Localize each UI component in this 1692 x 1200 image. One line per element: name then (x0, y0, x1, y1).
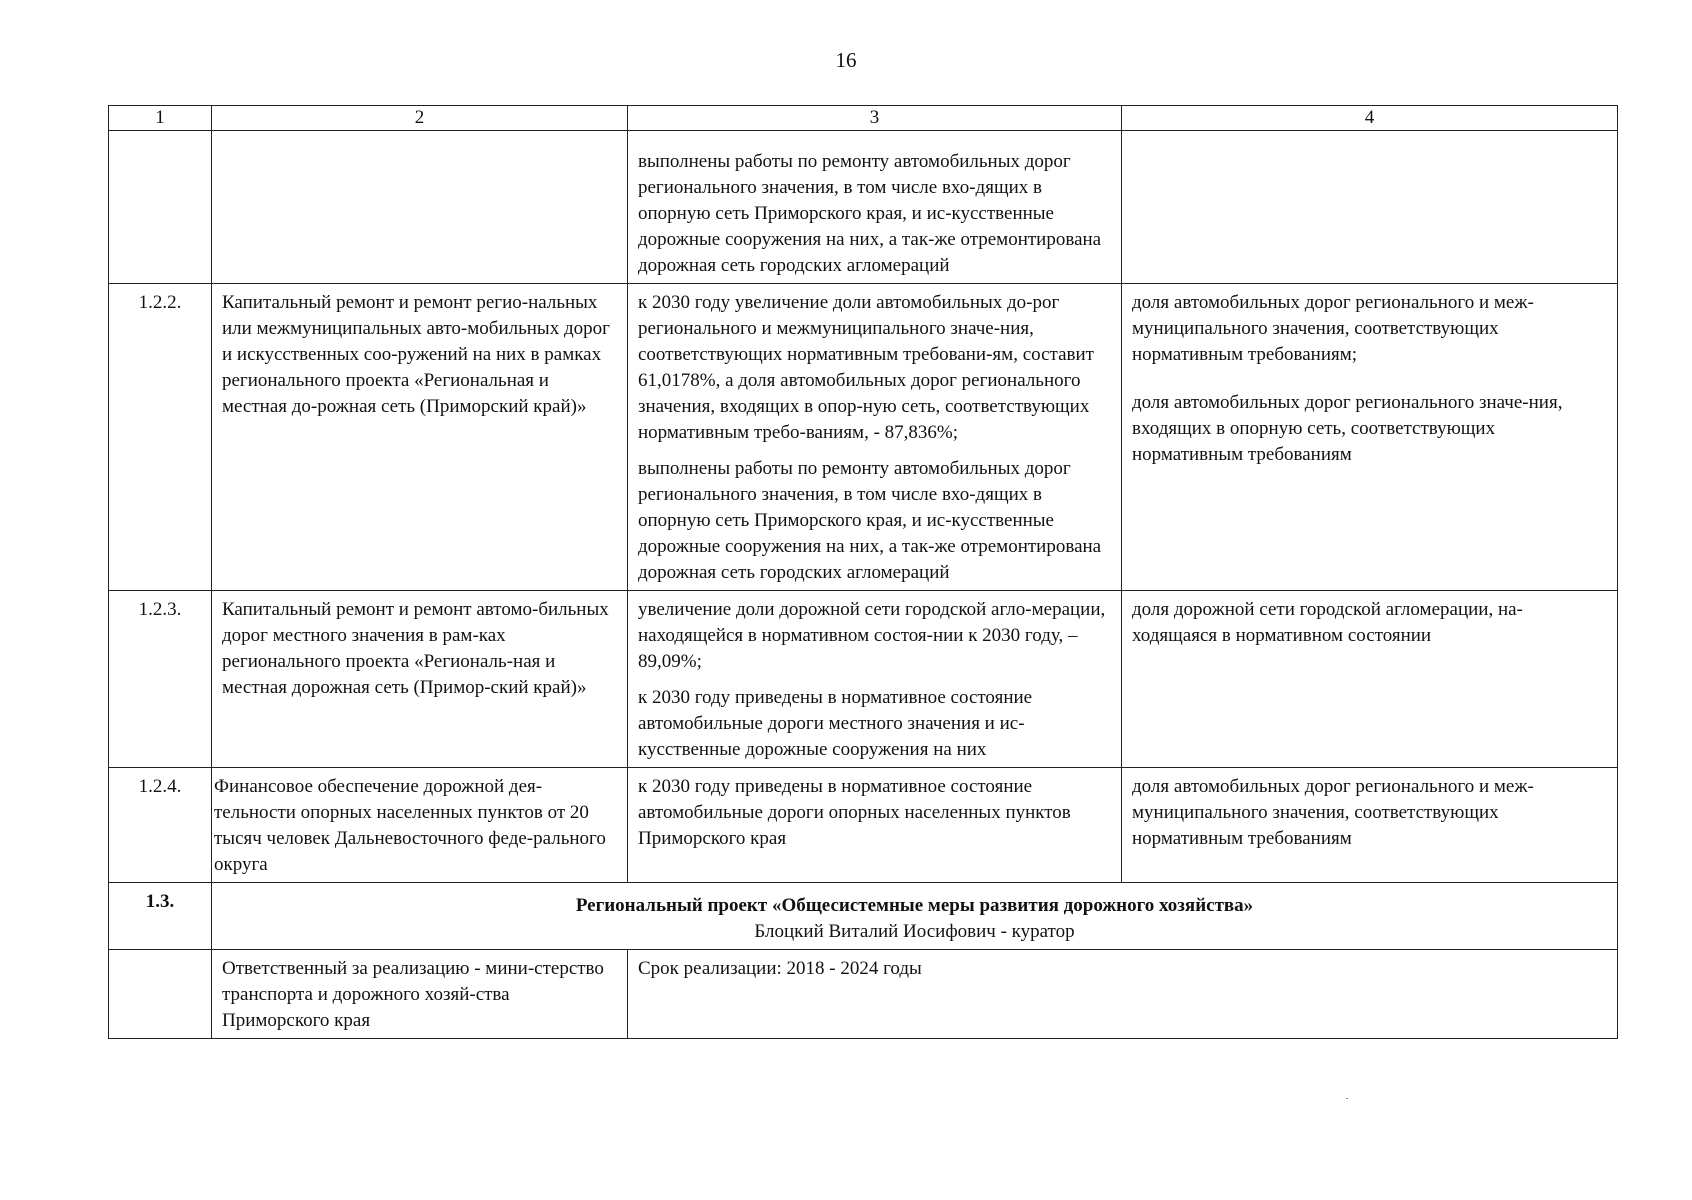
column-number-2: 2 (212, 106, 628, 131)
table-row-1-2-4 (109, 768, 1618, 883)
row-number: 1.2.2. (109, 284, 212, 591)
task-text: Капитальный ремонт и ремонт автомо-бильных дорог местного значения в рам-ках регионального проекта «Региональ-ная и местная дорожная сеть (Примор-ский край)» (212, 591, 628, 768)
indicator-text: доля автомобильных дорог регионального и меж-муниципального значения, соответствующих нормативным требованиям; (1132, 292, 1534, 365)
result-text: выполнены работы по ремонту автомобильных дорог регионального значения, в том числе вхо-дящих в опорную сеть Приморского края, и ис-кусственные дорожные сооружения на них, а так-же отремонтирована дорожная сеть городских агломераций (638, 458, 1102, 583)
column-number-row (109, 106, 1618, 131)
period-text: Срок реализации: 2018 - 2024 годы (628, 950, 1618, 1039)
result-text: к 2030 году увеличение доли автомобильных до-рог регионального и межмуниципального значе-ния, соответствующих нормативным требовани-ям, составит 61,0178%, а доля автомобильных дорог регионального значения, входящих в опор-ную сеть, соответствующих нормативным требо-ваниям, - 87,836%; (638, 292, 1094, 443)
cell-results (628, 768, 1122, 883)
table-row-1-2-2 (109, 284, 1618, 591)
table-row-responsible (109, 950, 1618, 1039)
cell-results (628, 591, 1122, 768)
result-text: к 2030 году приведены в нормативное состояние автомобильные дороги опорных населенных пунктов Приморского края (638, 776, 1071, 849)
plan-table (108, 105, 1618, 1039)
cell-task (212, 131, 628, 284)
result-text: к 2030 году приведены в нормативное состояние автомобильные дороги местного значения и ис-кусственные дорожные сооружения на них (638, 687, 1033, 760)
table-row-1-3 (109, 883, 1618, 950)
page-number: 16 (835, 48, 857, 72)
cell-indicators (1122, 284, 1618, 591)
row-number: 1.3. (109, 883, 212, 950)
cell-results (628, 131, 1122, 284)
column-number-3: 3 (628, 106, 1122, 131)
cell-indicators (1122, 591, 1618, 768)
task-text: Финансовое обеспечение дорожной дея-тельности опорных населенных пунктов от 20 тысяч человек Дальневосточного феде-рального округа (212, 768, 628, 883)
indicator-text: доля автомобильных дорог регионального и меж-муниципального значения, соответствующих нормативным требованиям (1132, 776, 1534, 849)
indicator-text: доля дорожной сети городской агломерации, на-ходящаяся в нормативном состоянии (1132, 599, 1523, 646)
task-text: Капитальный ремонт и ремонт регио-нальных или межмуниципальных авто-мобильных дорог и искусственных соо-ружений на них в рамках регионального проекта «Региональная и местная до-рожная сеть (Приморский край)» (212, 284, 628, 591)
result-text: выполнены работы по ремонту автомобильных дорог регионального значения, в том числе вхо-дящих в опорную сеть Приморского края, и ис-кусственные дорожные сооружения на них, а так-же отремонтирована дорожная сеть городских агломераций (638, 151, 1102, 276)
cell-number (109, 131, 212, 284)
scan-speck (1346, 1098, 1348, 1099)
result-text: увеличение доли дорожной сети городской агло-мерации, находящейся в нормативном состоя-нии к 2030 году, – 89,09%; (638, 599, 1106, 672)
table-row-1-2-3 (109, 591, 1618, 768)
project-curator: Блоцкий Виталий Иосифович - куратор (754, 921, 1075, 942)
row-number: 1.2.4. (109, 768, 212, 883)
cell-number (109, 950, 212, 1039)
project-title: Региональный проект «Общесистемные меры развития дорожного хозяйства» (575, 895, 1254, 916)
responsible-text: Ответственный за реализацию - мини-стерство транспорта и дорожного хозяй-ства Приморского края (212, 950, 628, 1039)
row-number: 1.2.3. (109, 591, 212, 768)
cell-results (628, 284, 1122, 591)
indicator-text: доля автомобильных дорог регионального значе-ния, входящих в опорную сеть, соответствующих нормативным требованиям (1132, 392, 1563, 465)
cell-indicators (1122, 768, 1618, 883)
table-row-continuation (109, 131, 1618, 284)
column-number-4: 4 (1122, 106, 1618, 131)
cell-indicators (1122, 131, 1618, 284)
project-heading (212, 883, 1618, 950)
column-number-1: 1 (109, 106, 212, 131)
